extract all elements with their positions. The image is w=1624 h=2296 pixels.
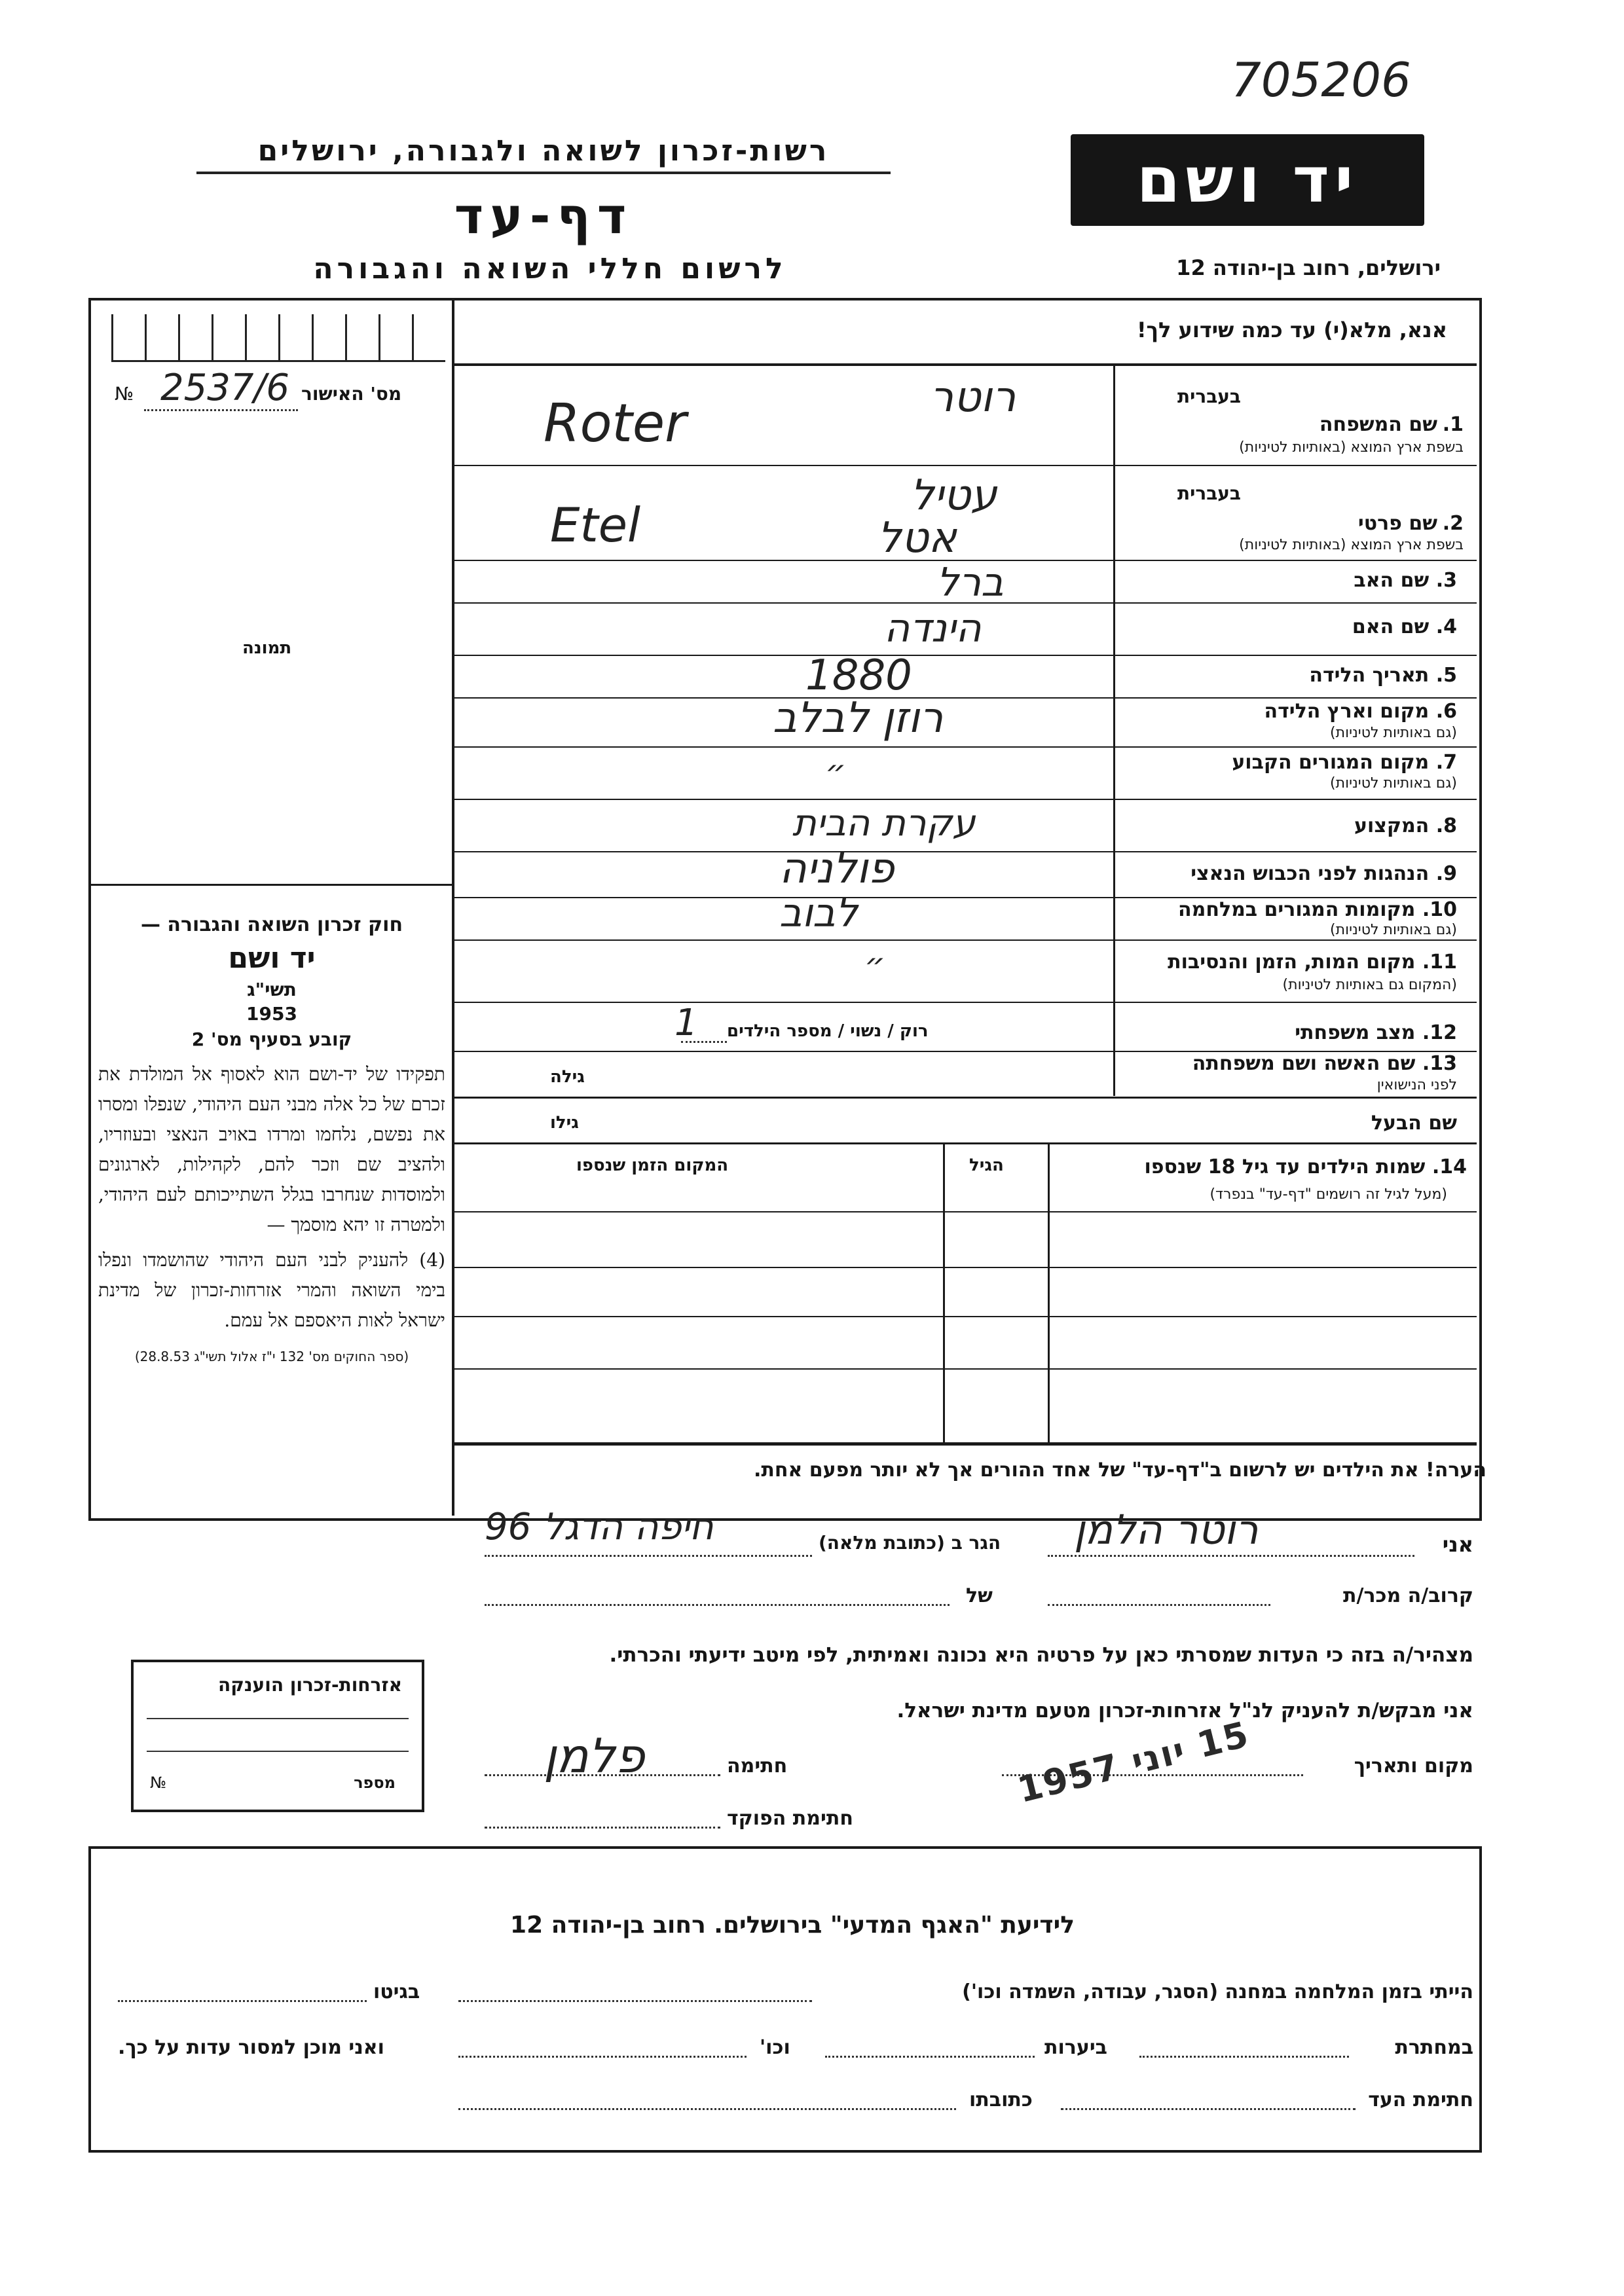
family-name-latin: Roter — [544, 393, 687, 454]
approval-number: 2537/6 — [160, 367, 290, 409]
field-9 — [1115, 852, 1477, 897]
approval-no-sign: № — [115, 383, 134, 405]
death-place: ״ — [864, 946, 886, 984]
bottom-address-line — [458, 2108, 956, 2110]
children-row1 — [454, 1267, 1477, 1268]
children-row3 — [454, 1368, 1477, 1370]
pre-war-residence: פולניה — [779, 845, 895, 893]
decl-name: רוטר הלמן — [1074, 1506, 1259, 1554]
law-text: תפקידו של יד-ושם הוא לאסוף אל המולדת את זכרם של כל אלה מבני העם היהודי, שנפלו ומסרו את נפשם, נלחמו ומרדו באויב הנאצי ובעוזריו, ולהציב שם וזכר להם, לקהילות, לארגונים ולמוסדות שנחרבו בגלל השתייכותם לעם היהודי, ולמטרה זו יהא מוסמך — — [98, 1063, 445, 1235]
field-1-sub: בשפת ארץ המוצא (באותיות לטיניות) — [1239, 439, 1464, 456]
logo-text: יד ושם — [1136, 143, 1359, 217]
decl-officer-line — [485, 1827, 720, 1829]
bottom-forests-line — [825, 2056, 1035, 2058]
field-10 — [1115, 898, 1477, 939]
field-5 — [1115, 656, 1477, 697]
field-9-num: 9. — [1435, 862, 1457, 885]
law-title: חוק זכרון השואה והגבורה — — [140, 913, 403, 936]
law-clause: קובע בסעיף מס' 2 — [191, 1029, 352, 1050]
citizenship-number-sign: № — [150, 1774, 166, 1792]
first-name-latin: Etel — [550, 498, 641, 553]
decl-request: אני מבקש/ת להעניק לנ"ל אזרחות-זכרון מטעם מדינת ישראל. — [896, 1699, 1473, 1722]
field-4 — [1115, 604, 1477, 655]
field-6-sub: (גם באותיות לטיניות) — [1330, 725, 1457, 741]
field-11-label: מקום המות, הזמן והנסיבות — [1168, 951, 1416, 974]
children-row2 — [454, 1316, 1477, 1317]
field-2-heb-label: בעברית — [1177, 483, 1241, 504]
decl-of-label: של — [966, 1584, 993, 1607]
approval-line — [144, 409, 298, 411]
field-7 — [1115, 748, 1477, 799]
children-subtitle: (מעל לגיל זה רושמים "דף-עד" בנפרד) — [1209, 1186, 1447, 1203]
bottom-title: לידיעת "האגף המדעי" בירושלים. רחוב בן-יהודה 12 — [510, 1912, 1075, 1939]
field-8 — [1115, 800, 1477, 851]
field-2-sub: בשפת ארץ המוצא (באותיות לטיניות) — [1239, 537, 1464, 553]
bottom-etc: וכו' — [760, 2036, 790, 2059]
decl-address-line — [485, 1555, 812, 1557]
bottom-ghetto-line — [118, 2000, 367, 2002]
occupation: עקרת הבית — [792, 802, 976, 845]
mother-name: הינדה — [884, 606, 982, 651]
decl-name-line — [1048, 1555, 1414, 1557]
bottom-testify: ואני מוכן למסור עדות על כך. — [118, 2036, 384, 2059]
bottom-camp-line — [458, 2000, 812, 2002]
children-title: 14. שמות הילדים עד גיל 18 שנספו — [1144, 1156, 1467, 1178]
citizenship-line-2 — [147, 1751, 409, 1752]
law-box — [98, 913, 445, 1364]
field-5-label: תאריך הלידה — [1309, 664, 1430, 687]
field-3-label: שם האב — [1354, 569, 1430, 592]
field-7-label: מקום המגורים הקבוע — [1232, 751, 1430, 774]
bottom-line1: הייתי בזמן המלחמה במחנה (הסגר, עבודה, השמדה וכו') — [962, 1980, 1473, 2003]
field-10-sub: (גם באותיות לטיניות) — [1330, 922, 1457, 938]
citizenship-number-label: מספר — [354, 1774, 396, 1792]
yad-vashem-logo — [1071, 134, 1424, 226]
citizenship-box — [131, 1660, 424, 1812]
field-6-label: מקום וארץ הלידה — [1264, 700, 1430, 723]
bottom-underground: במחתרת — [1395, 2036, 1473, 2059]
decl-place-date-label: מקום ותאריך — [1354, 1755, 1473, 1777]
field-11-sub: (המקום גם באותיות לטיניות) — [1282, 977, 1457, 993]
bottom-forests: ביערות — [1044, 2036, 1107, 2059]
decl-of-line — [485, 1604, 950, 1606]
decl-lives-label: הגר ב (כתובת מלאה) — [819, 1532, 1001, 1554]
law-name: יד ושם — [228, 941, 316, 975]
field-7-sub: (גם באותיות לטיניות) — [1330, 775, 1457, 792]
law-year-heb: תשי"ג — [247, 979, 297, 1000]
decl-signature: פלמן — [544, 1728, 645, 1783]
field-11 — [1115, 941, 1477, 1002]
intro-text: אנא, מלא(י) עד כמה שידוע לך! — [1136, 318, 1447, 342]
field-9-label: הנהגות לפני הכבוש הנאצי — [1190, 862, 1430, 885]
field-13-num: 13. — [1422, 1052, 1457, 1075]
citizenship-title: אזרחות-זכרון הוענקה — [218, 1674, 402, 1696]
field-1-label: שם המשפחה — [1319, 413, 1437, 436]
sep-row14 — [454, 1142, 1477, 1144]
bottom-witness-line — [1061, 2108, 1356, 2110]
children-col1 — [1048, 1144, 1050, 1442]
field-10-num: 10. — [1422, 898, 1457, 921]
form-subtitle: לרשום חללי השואה והגבורה — [313, 252, 787, 285]
wartime-residence: לבוב — [779, 890, 858, 936]
birth-place: רוזן לבלב — [773, 694, 944, 742]
first-name-heb-2: אטל — [877, 514, 957, 562]
citizenship-line-1 — [147, 1718, 409, 1719]
decl-me-label: אני — [1442, 1532, 1473, 1557]
field-3 — [1115, 561, 1477, 602]
field-11-num: 11. — [1422, 951, 1457, 974]
law-year: 1953 — [246, 1003, 297, 1025]
field-husband — [1115, 1099, 1477, 1142]
children-header-sep — [454, 1211, 1477, 1212]
children-col2 — [943, 1144, 945, 1442]
law-text-2: (4) להעניק לבני העם היהודי שהושמדו ונפלו בימי השואה והמרי אזרחות-זכרון של מדינת ישראל לאות היאספם אל עמם. — [98, 1249, 445, 1331]
field-3-num: 3. — [1435, 569, 1457, 592]
wife-age-label: גילה — [550, 1067, 585, 1087]
children-col-age: הגיל — [969, 1156, 1004, 1175]
field-12-num: 12. — [1422, 1021, 1457, 1044]
decl-relative-label: קרוב/ה מכר/ת — [1343, 1584, 1473, 1607]
field-13-sub: לפני הנישואין — [1376, 1077, 1457, 1093]
decl-declare: מצהיר/ה בזה כי העדות שמסרתי כאן על פרטיה היא נכונה ואמיתית, לפי מיטב ידיעתי והכרתי. — [609, 1643, 1473, 1667]
field-4-label: שם האם — [1352, 615, 1430, 638]
bottom-witness-sig: חתימת העד — [1368, 2088, 1473, 2111]
decl-signature-label: חתימה — [727, 1755, 788, 1777]
field-1-heb-label: בעברית — [1177, 386, 1241, 407]
date-stamp: 15 יוני 1957 — [1013, 1713, 1254, 1811]
field-6-num: 6. — [1435, 700, 1457, 723]
field-5-num: 5. — [1435, 664, 1457, 687]
field-8-label: המקצוע — [1354, 814, 1430, 837]
bottom-etc-line — [458, 2056, 747, 2058]
husband-age-label: גילו — [550, 1113, 579, 1133]
code-boxes — [111, 314, 445, 362]
husband-label: שם הבעל — [1371, 1112, 1457, 1135]
approval-label: מס' האישור — [301, 383, 402, 405]
field-6 — [1115, 699, 1477, 746]
field-1-num: 1. — [1442, 413, 1464, 436]
field-2-label: שם פרטי — [1357, 512, 1437, 535]
field-2-num: 2. — [1442, 512, 1464, 535]
field-7-num: 7. — [1435, 751, 1457, 774]
address: ירושלים, רחוב בן-יהודה 12 — [1176, 255, 1441, 280]
children-col-place: המקום הזמן שנספו — [576, 1156, 729, 1175]
photo-label: תמונה — [242, 638, 292, 658]
field-1 — [1115, 366, 1477, 464]
bottom-ghetto-label: בגיטו — [373, 1980, 420, 2003]
children-count: 1 — [674, 1002, 698, 1044]
note-text: הערה! את הילדים יש לרשום ב"דף-עד" של אחד ההורים אך לא יותר מפעם אחת. — [753, 1459, 1486, 1482]
family-name-heb: רוטר — [930, 373, 1016, 422]
photo-bottom — [88, 884, 452, 886]
father-name: ברל — [936, 560, 1004, 606]
field-8-num: 8. — [1435, 814, 1457, 837]
left-col-divider — [452, 298, 454, 1516]
field-13 — [1115, 1052, 1477, 1097]
marital-options: רוק / נשוי / מספר הילדים — [727, 1021, 929, 1041]
note-top — [454, 1444, 1477, 1446]
field-13-label: שם האשה ושם משפחתה — [1192, 1052, 1416, 1075]
field-10-label: מקומות המגורים במלחמה — [1178, 898, 1416, 921]
field-2 — [1115, 466, 1477, 560]
first-name-heb: עטיל — [910, 471, 997, 520]
bottom-address-label: כתובתו — [969, 2088, 1033, 2111]
law-ref: (ספר החוקים מס' 132 י"ז אלול תשי"ג 28.8.53) — [134, 1349, 409, 1364]
bottom-underground-line — [1139, 2056, 1349, 2058]
archive-number: 705206 — [1231, 52, 1411, 107]
birth-date: 1880 — [805, 651, 912, 700]
decl-officer-label: חתימת הפוקד — [727, 1807, 853, 1830]
field-12-label: מצב משפחתי — [1295, 1021, 1416, 1044]
field-12 — [1115, 1003, 1477, 1051]
authority-line: רשות-זכרון לשואה ולגבורה, ירושלים — [196, 134, 891, 174]
form-title: דף-עד — [454, 187, 633, 245]
residence: ״ — [825, 753, 847, 791]
field-4-num: 4. — [1435, 615, 1457, 638]
decl-relative-line — [1048, 1604, 1270, 1606]
decl-address: חיפה הדגל 96 — [485, 1506, 714, 1548]
